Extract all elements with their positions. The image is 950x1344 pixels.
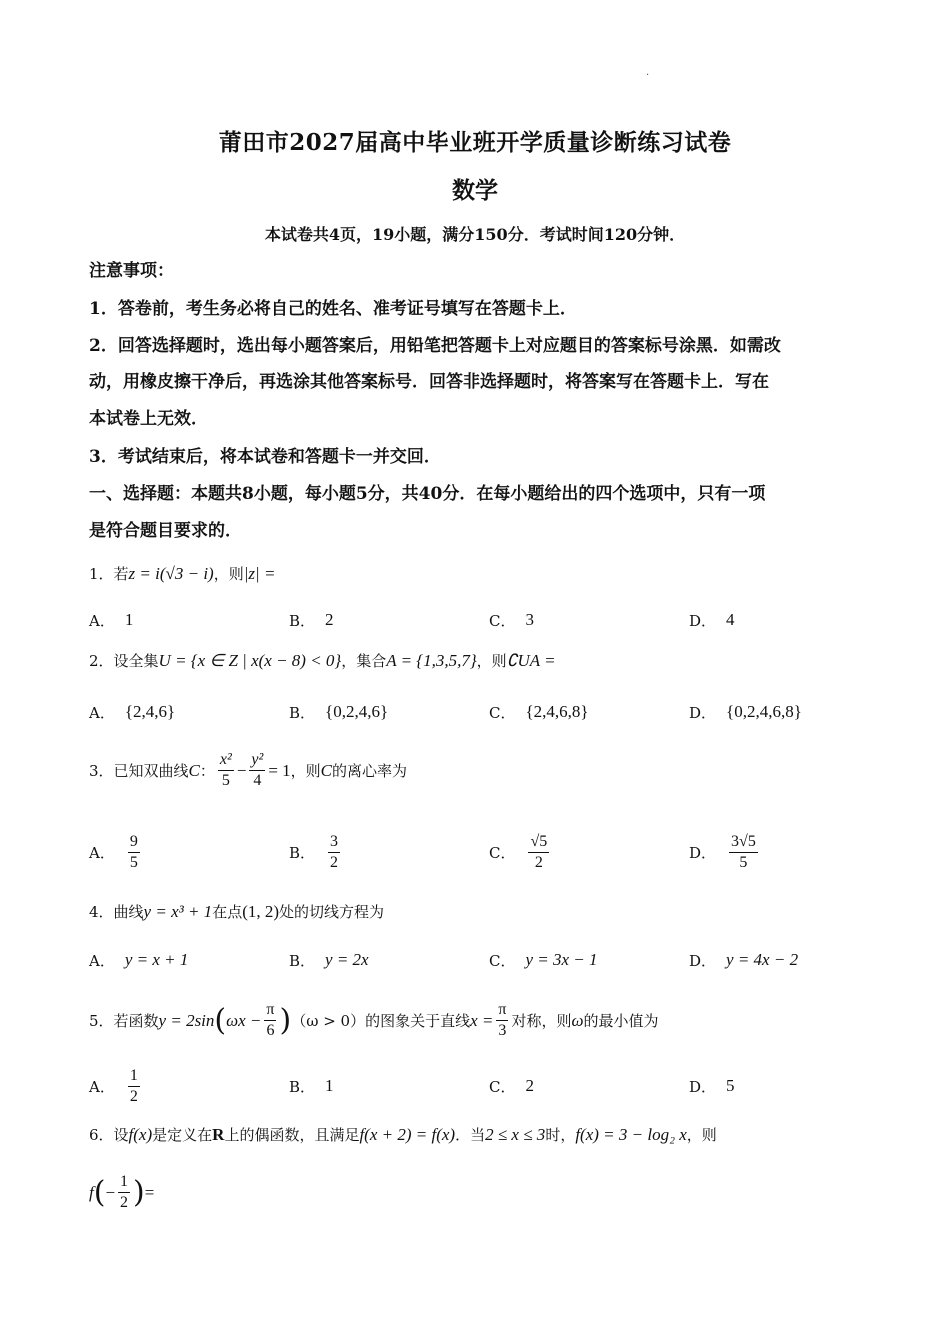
question-3 [89, 750, 879, 791]
option-a[interactable] [89, 692, 175, 732]
fraction-denominator: 6 [266, 1022, 275, 1039]
notice-item-2-line-2: 动，用橡皮擦干净后，再选涂其他答案标号．回答非选择题时，将答案写在答题卡上．写在 [89, 372, 769, 392]
ask-function: f [89, 1182, 94, 1202]
option-label: D． [689, 843, 717, 862]
option-a[interactable] [89, 940, 188, 980]
option-b[interactable] [289, 692, 388, 732]
question-5-options [89, 1062, 889, 1110]
option-label: A． [89, 951, 115, 970]
option-a[interactable] [89, 828, 143, 876]
option-value: {0,2,4,6,8} [726, 702, 802, 721]
section-heading-line-2: 是符合题目要求的． [89, 521, 242, 541]
function-name: f(x) [128, 1125, 153, 1144]
option-c[interactable] [489, 692, 589, 732]
fraction-denominator: 2 [534, 853, 543, 871]
universal-set: U = {x ∈ Z | x(x − 8) < 0} [158, 651, 342, 670]
section-heading-line-1: 一、选择题：本题共8小题，每小题5分，共40分．在每小题给出的四个选项中，只有一项 [89, 484, 766, 504]
x-term-fraction [218, 750, 234, 791]
question-5 [89, 1000, 879, 1041]
option-c[interactable] [489, 600, 534, 640]
option-label: B． [289, 1077, 316, 1096]
axis-fraction [496, 1000, 508, 1041]
option-value: 1 [124, 610, 134, 629]
subject-title: 数学 [452, 177, 498, 204]
option-fraction [328, 832, 340, 873]
question-5-number: 5．若函数 [89, 1012, 159, 1030]
question-1-expression: z = i(√3 − i) [128, 564, 214, 583]
left-paren: ( [214, 1003, 227, 1038]
function-lead: y = 2sin [158, 1010, 215, 1030]
real-numbers-symbol: R [212, 1125, 225, 1144]
fraction-denominator: 2 [330, 853, 339, 871]
option-label: B． [289, 611, 316, 630]
fraction-numerator: 9 [128, 832, 140, 853]
set-a: A = {1,3,5,7} [386, 651, 477, 670]
omega-symbol: ω [571, 1010, 584, 1030]
page-mark: · [646, 70, 650, 81]
page-title: 莆田市2027届高中毕业班开学质量诊断练习试卷 [218, 129, 732, 156]
option-fraction [528, 832, 549, 873]
ask-negative: − [105, 1182, 116, 1202]
question-6-connector: 是定义在 [152, 1126, 213, 1144]
question-5-connector: 的图象关于直线 [365, 1012, 471, 1030]
question-1-connector: ，则 [213, 565, 244, 583]
fraction-denominator: 5 [129, 853, 138, 871]
question-1-ask: |z| = [243, 564, 276, 583]
option-b[interactable] [289, 828, 343, 876]
fraction-numerator: x² [218, 750, 234, 771]
phase-fraction [264, 1000, 276, 1041]
right-paren: ) [279, 1003, 292, 1038]
question-2 [89, 650, 879, 671]
option-label: B． [289, 951, 316, 970]
fraction-numerator: 3√5 [729, 832, 758, 853]
question-6-ask [89, 1172, 879, 1213]
question-6-connector-4: 时， [545, 1126, 576, 1144]
notice-heading: 注意事项： [89, 261, 174, 281]
option-value: {2,4,6,8} [525, 702, 589, 721]
option-label: A． [89, 1077, 115, 1096]
option-label: A． [89, 703, 115, 722]
question-3-colon: ： [199, 762, 215, 780]
option-value: 4 [726, 610, 735, 629]
question-6-connector-2: 上的偶函数，且满足 [224, 1126, 360, 1144]
question-3-options [89, 828, 889, 876]
option-label: A． [89, 843, 115, 862]
option-d[interactable] [689, 1062, 735, 1110]
equals-one: = 1 [268, 760, 291, 780]
option-label: D． [689, 951, 717, 970]
question-2-connector-2: ，则 [476, 652, 507, 670]
option-d[interactable] [689, 828, 761, 876]
fraction-denominator: 4 [253, 772, 262, 789]
question-6-connector-5: ，则 [686, 1126, 717, 1144]
option-value: 5 [726, 1076, 735, 1095]
exam-intro: 本试卷共4页，19小题，满分150分．考试时间120分钟． [264, 225, 686, 244]
option-label: A． [89, 611, 115, 630]
tangent-point: (1, 2) [242, 902, 280, 921]
fraction-denominator: 5 [221, 772, 230, 789]
notice-item-2-line-3: 本试卷上无效． [89, 409, 208, 429]
option-fraction [128, 1066, 140, 1107]
fraction-numerator: π [496, 1000, 508, 1021]
option-value: 2 [325, 610, 334, 629]
ask-equals: = [144, 1182, 155, 1202]
axis-line: x = [470, 1010, 494, 1030]
option-label: B． [289, 843, 316, 862]
option-label: D． [689, 1077, 717, 1096]
fraction-numerator: y² [249, 750, 265, 771]
fraction-denominator: 2 [129, 1087, 138, 1105]
option-label: D． [689, 703, 717, 722]
question-2-options [89, 692, 889, 732]
option-label: C． [489, 1077, 516, 1096]
option-value: y = 3x − 1 [525, 950, 598, 969]
question-3-ask: 的离心率为 [332, 762, 408, 780]
option-value: y = 2x [325, 950, 369, 969]
option-label: C． [489, 703, 516, 722]
question-6 [89, 1124, 879, 1145]
fraction-numerator: √5 [528, 832, 549, 853]
question-6-connector-3: ．当 [455, 1126, 486, 1144]
question-4-connector: 在点 [212, 903, 243, 921]
option-c[interactable] [489, 1062, 534, 1110]
fraction-numerator: π [264, 1000, 276, 1021]
option-d[interactable] [689, 940, 798, 980]
question-3-number: 3．已知双曲线 [89, 762, 189, 780]
question-4-options [89, 940, 889, 980]
fraction-denominator: 2 [120, 1194, 129, 1211]
question-1-options [89, 600, 889, 640]
notice-item-3: 3．考试结束后，将本试卷和答题卡一并交回． [89, 447, 441, 467]
option-value: {0,2,4,6} [325, 702, 389, 721]
fraction-numerator: 1 [128, 1066, 140, 1087]
option-value: 2 [525, 1076, 534, 1095]
question-6-number: 6．设 [89, 1126, 129, 1144]
notice-item-2-line-1: 2．回答选择题时，选出每小题答案后，用铅笔把答题卡上对应题目的答案标号涂黑．如需改 [89, 336, 781, 356]
fraction-numerator: 1 [118, 1172, 130, 1193]
option-label: C． [489, 951, 516, 970]
option-b[interactable] [289, 600, 334, 640]
option-d[interactable] [689, 692, 802, 732]
question-2-connector: ，集合 [341, 652, 387, 670]
option-label: C． [489, 611, 516, 630]
option-c[interactable] [489, 828, 552, 876]
option-b[interactable] [289, 1062, 334, 1110]
option-label: D． [689, 611, 717, 630]
option-a[interactable] [89, 1062, 143, 1110]
omega-condition: （ω > 0） [291, 1012, 366, 1030]
domain-range: 2 ≤ x ≤ 3 [485, 1125, 546, 1144]
option-value: 1 [325, 1076, 334, 1095]
fraction-denominator: 3 [498, 1022, 507, 1039]
option-fraction [128, 832, 140, 873]
question-2-ask: ∁UA = [506, 651, 556, 670]
ask-fraction [118, 1172, 130, 1213]
question-1 [89, 563, 879, 584]
option-value: y = 4x − 2 [726, 950, 799, 969]
question-1-number: 1．若 [89, 565, 129, 583]
option-label: C． [489, 843, 516, 862]
notice-item-1: 1．答卷前，考生务必将自己的姓名、准考证号填写在答题卡上． [89, 299, 577, 319]
phase-expression: ωx − [226, 1010, 262, 1030]
question-4-number: 4．曲线 [89, 903, 144, 921]
question-3-connector: ，则 [290, 762, 321, 780]
minus-sign: − [236, 760, 247, 780]
question-5-ask: 的最小值为 [583, 1012, 659, 1030]
option-b[interactable] [289, 940, 369, 980]
question-5-connector-2: 对称，则 [511, 1012, 572, 1030]
curve-expression: y = x³ + 1 [143, 902, 213, 921]
period-condition: f(x + 2) = f(x) [359, 1125, 456, 1144]
y-term-fraction [249, 750, 265, 791]
fraction-numerator: 3 [328, 832, 340, 853]
option-value: {2,4,6} [124, 702, 176, 721]
option-a[interactable] [89, 600, 133, 640]
curve-name-repeat: C [320, 760, 333, 780]
left-paren: ( [93, 1175, 106, 1210]
question-4 [89, 901, 879, 922]
question-2-number: 2．设全集 [89, 652, 159, 670]
option-fraction [729, 832, 758, 873]
right-paren: ) [133, 1175, 145, 1210]
option-value: y = x + 1 [124, 950, 189, 969]
function-definition: f(x) = 3 − log₂ x [575, 1125, 687, 1144]
option-label: B． [289, 703, 316, 722]
option-c[interactable] [489, 940, 598, 980]
curve-name: C [188, 760, 200, 780]
fraction-denominator: 5 [739, 853, 748, 871]
option-value: 3 [525, 610, 534, 629]
option-d[interactable] [689, 600, 735, 640]
question-4-ask: 处的切线方程为 [279, 903, 385, 921]
